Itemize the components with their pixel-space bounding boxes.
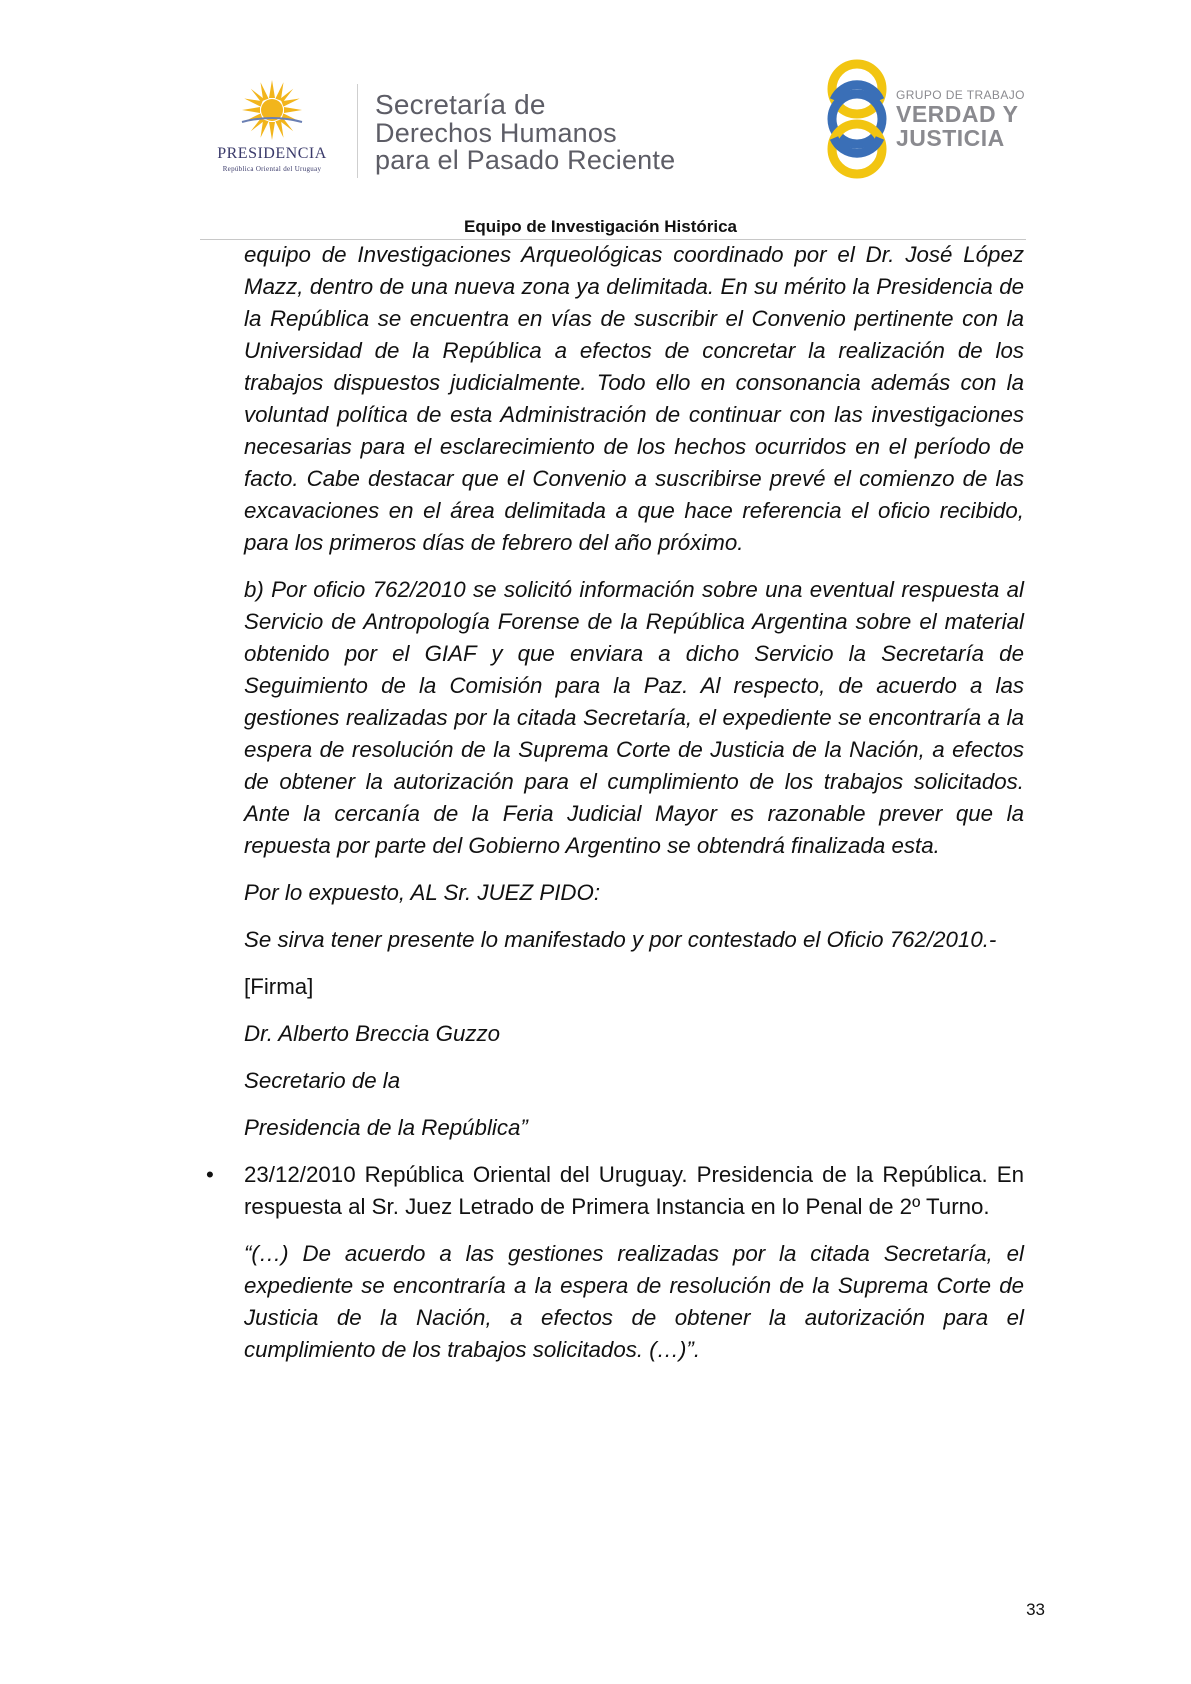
signatory-title-line1: Secretario de la [244,1068,401,1093]
presidencia-subtitle: República Oriental del Uruguay [222,165,322,173]
grupo-big-label-2: JUSTICIA [896,125,1005,151]
quote-paragraph: “(…) De acuerdo a las gestiones realizadas por la citada Secretaría, el expediente se encontraría a la espera de resolución de la Suprema Corte de Justicia de la Nación, a efectos de obtener la autorización para el cumplimiento de los trabajos solicitados. (…)”. [244,1241,1024,1362]
document-body [206,239,1024,1381]
sun-emblem-icon [240,78,304,142]
bullet-icon: • [206,1162,214,1187]
secretaria-line2: Derechos Humanos [375,118,617,148]
secretaria-logo-text [375,90,705,174]
paragraph-request: Por lo expuesto, AL Sr. JUEZ PIDO: [244,880,601,905]
presidencia-logo [196,78,348,178]
signatory-name: Dr. Alberto Breccia Guzzo [244,1021,501,1046]
bullet-text: 23/12/2010 República Oriental del Uruguay. Presidencia de la República. En respuesta al Sr. Juez Letrado de Primera Instancia en lo Penal de 2º Turno. [244,1162,1024,1219]
list-item [206,1159,1024,1223]
presidencia-name: PRESIDENCIA [217,145,327,162]
grupo-text-block [896,88,1025,150]
signatory-title-line2: Presidencia de la República” [244,1115,528,1140]
paragraph-continuation: equipo de Investigaciones Arqueológicas coordinado por el Dr. José López Mazz, dentro de una nueva zona ya delimitada. En su mérito la Presidencia de la República se encuentra en vías de suscribir el Convenio pertinente con la Universidad de la República a efectos de concretar la realización de los trabajos dispuestos judicialmente. Todo ello en consonancia además con la voluntad política de esta Administración de continuar con las investigaciones necesarias para el esclarecimiento de los hechos ocurridos en el período de facto. Cabe destacar que el Convenio a suscribirse prevé el comienzo de las excavaciones en el área delimitada a que hace referencia el oficio recibido, para los primeros días de febrero del año próximo. [244,242,1024,555]
grupo-small-label: GRUPO DE TRABAJO [896,88,1025,102]
grupo-verdad-justicia-logo [822,56,1037,181]
secretaria-line3: para el Pasado Reciente [375,145,676,175]
page-header [0,0,1191,240]
paragraph-petition: Se sirva tener presente lo manifestado y por contestado el Oficio 762/2010.- [244,927,997,952]
paragraph-b: b) Por oficio 762/2010 se solicitó información sobre una eventual respuesta al Servicio de Antropología Forense de la República Argentina sobre el material obtenido por el GIAF y que enviara a dicho Servicio la Secretaría de Seguimiento de la Comisión para la Paz. Al respecto, de acuerdo a las gestiones realizadas por la citada Secretaría, el expediente se encontraría a la espera de resolución de la Suprema Corte de Justicia de la Nación, a efectos de obtener la autorización para el cumplimiento de los trabajos solicitados. Ante la cercanía de la Feria Judicial Mayor es razonable prever que la repuesta por parte del Gobierno Argentino se obtendrá finalizada esta. [244,577,1024,858]
page-number: 33 [1026,1600,1045,1619]
secretaria-line1: Secretaría de [375,89,546,120]
team-title: Equipo de Investigación Histórica [464,217,737,236]
grupo-big-label-1: VERDAD Y [896,101,1019,127]
header-divider [357,84,358,178]
signature-placeholder: [Firma] [244,974,314,999]
linked-rings-icon [822,56,892,181]
